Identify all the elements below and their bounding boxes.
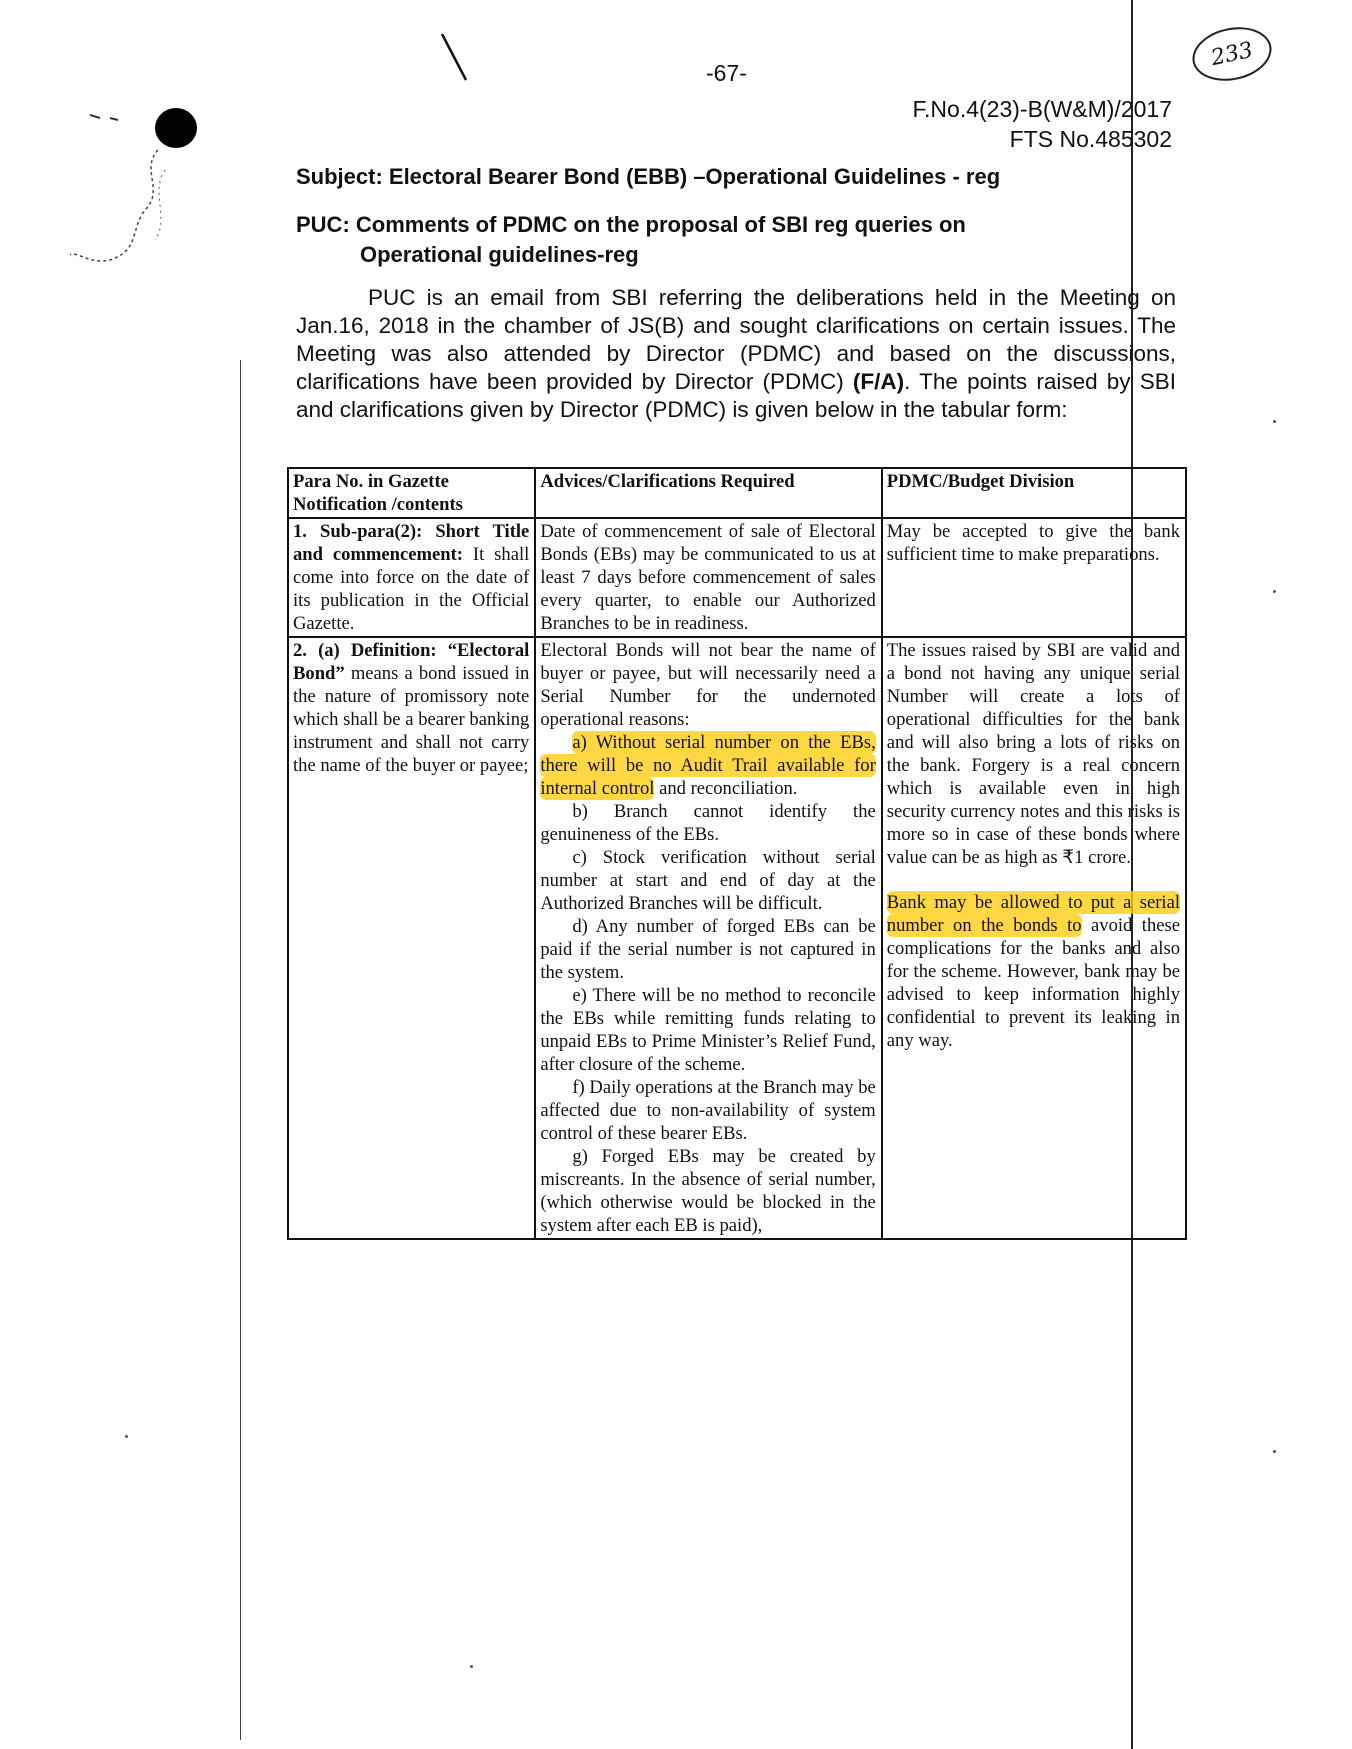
header-advices: Advices/Clarifications Required xyxy=(535,468,881,518)
reason-a-highlight: a) Without serial number on the EBs, there will be no Audit Trail available for internal control xyxy=(540,732,876,799)
fts-number: FTS No.485302 xyxy=(1009,126,1172,152)
row2-para xyxy=(288,637,535,1239)
row1-advice: Date of commencement of sale of Electoral Bonds (EBs) may be communicated to us at least 7 days before commencement of sales every quarter, to enable our Authorized Branches to be in readiness. xyxy=(535,518,881,637)
speck xyxy=(1273,420,1276,423)
pdmc-recommendation xyxy=(887,891,1180,1052)
header-para-no: Para No. in Gazette Notification /contents xyxy=(288,468,535,518)
row2-para-title: 2. (a) Definition: “Electoral Bond” xyxy=(293,640,530,684)
pdmc-recommendation-rest: avoid these complications for the banks and also for the scheme. However, bank may be advised to keep information highly confidential to prevent its leaking in any way. xyxy=(886,915,1180,1051)
reason-b: b) Branch cannot identify the genuineness of the EBs. xyxy=(540,801,876,845)
row2-advice xyxy=(535,637,881,1239)
reason-f: f) Daily operations at the Branch may be affected due to non-availability of system control of these bearer EBs. xyxy=(540,1077,876,1144)
row2-para-text: means a bond issued in the nature of promissory note which shall be a bearer banking instrument and shall not carry the name of the buyer or payee; xyxy=(293,663,530,776)
body-text-2: . The points raised by SBI and clarifications given by Director (PDMC) is given below in the tabular form: xyxy=(296,369,1176,422)
page-number: -67- xyxy=(706,60,747,86)
reason-a-rest: and reconciliation. xyxy=(654,778,798,799)
file-reference xyxy=(913,94,1172,154)
row1-pdmc: May be accepted to give the bank sufficient time to make preparations. xyxy=(882,518,1186,637)
reason-c: c) Stock verification without serial number at start and end of day at the Authorized Branches will be difficult. xyxy=(540,847,876,914)
body-paragraph xyxy=(296,284,1176,424)
table-row xyxy=(288,518,1186,637)
pdmc-highlight: Bank may be allowed to put a serial number on the bonds to xyxy=(886,892,1180,936)
table-header-row xyxy=(288,468,1186,518)
reason-e: e) There will be no method to reconcile the EBs while remitting funds relating to unpaid EBs to Prime Minister’s Relief Fund, after closure of the scheme. xyxy=(540,985,876,1075)
reason-d: d) Any number of forged EBs can be paid if the serial number is not captured in the system. xyxy=(540,916,876,983)
file-number: F.No.4(23)-B(W&M)/2017 xyxy=(912,96,1172,122)
guidelines-table xyxy=(287,467,1187,1240)
speck xyxy=(125,1435,128,1438)
advice-intro: Electoral Bonds will not bear the name of buyer or payee, but will necessarily need a Serial Number for the undernoted operational reasons: xyxy=(540,640,876,730)
pen-mark-icon xyxy=(440,32,470,84)
margin-fold-line xyxy=(240,360,241,1740)
row1-para xyxy=(288,518,535,637)
reason-a xyxy=(540,731,875,800)
speck xyxy=(1273,1450,1276,1453)
reason-g: g) Forged EBs may be created by miscreants. In the absence of serial number, (which otherwise would be blocked in the system after each EB is paid), xyxy=(540,1146,876,1236)
row1-para-title: 1. Sub-para(2): Short Title and commencement: xyxy=(293,521,530,565)
table-row xyxy=(288,637,1186,1239)
row1-para-text: It shall come into force on the date of its publication in the Official Gazette. xyxy=(293,544,530,634)
body-bold-ref: (F/A) xyxy=(852,369,905,394)
puc-heading xyxy=(296,210,966,270)
puc-line-1: PUC: Comments of PDMC on the proposal of SBI reg queries on xyxy=(296,212,966,237)
subject-line: Subject: Electoral Bearer Bond (EBB) –Operational Guidelines - reg xyxy=(296,164,1001,189)
header-pdmc: PDMC/Budget Division xyxy=(882,468,1186,518)
puc-line-2: Operational guidelines-reg xyxy=(360,242,639,267)
body-text-1: PUC is an email from SBI referring the deliberations held in the Meeting on Jan.16, 2018 in the chamber of JS(B) and sought clarifications on certain issues. The Meeting was also attended by Director (PDMC) and based on the discussions, clarifications have been provided by Director (PDMC) xyxy=(296,285,1176,394)
speck xyxy=(1273,590,1276,593)
margin-scribble-icon xyxy=(70,110,210,270)
pdmc-comment: The issues raised by SBI are valid and a bond not having any unique serial Number will create a lots of operational difficulties for the bank and will also bring a lots of risks on the bank. Forgery is a real concern which is available even in high security currency notes and this risks is more so in case of these bonds where value can be as high as ₹1 crore. xyxy=(886,640,1180,868)
row2-pdmc xyxy=(882,637,1186,1239)
page-stamp: 233 xyxy=(1187,20,1276,87)
speck xyxy=(470,1665,473,1668)
